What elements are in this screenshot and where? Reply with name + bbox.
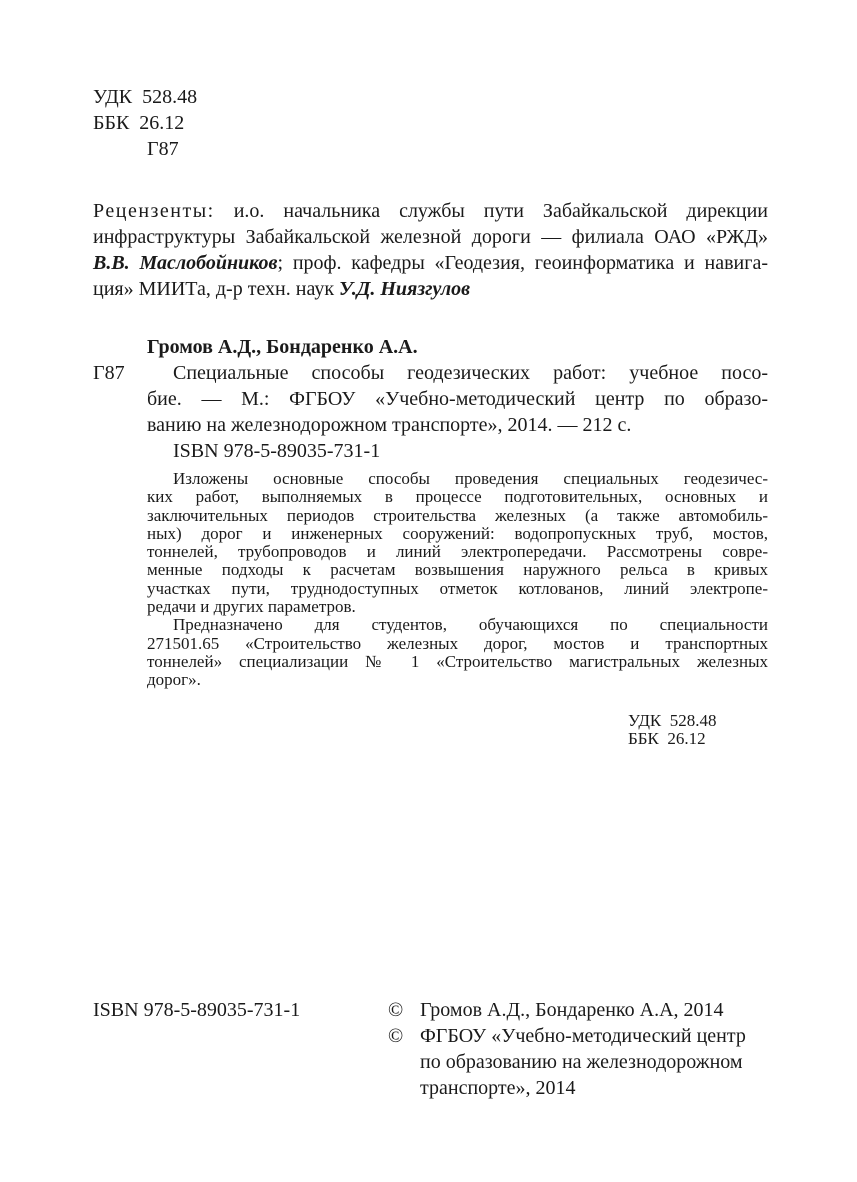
abstract-line: дорог». — [147, 670, 201, 690]
copyright-icon: © — [388, 999, 404, 1021]
author-sign: Г87 — [147, 138, 179, 160]
copyright-text: ФГБОУ «Учебно-методический центр — [420, 1025, 746, 1047]
abstract-line: тоннелей, трубопроводов и линий электропередачи. Рассмотрены совре- — [147, 542, 768, 562]
entry-line: ванию на железнодорожном транспорте», 2014. — 212 с. — [147, 414, 632, 436]
reviewers-line: ция» МИИТа, д-р техн. наук — [93, 278, 340, 300]
reviewer-name: В.В. Маслобойников — [93, 252, 278, 274]
entry-authors: Громов А.Д., Бондаренко А.А. — [147, 336, 418, 358]
abstract — [147, 470, 768, 690]
entry-isbn: ISBN 978-5-89035-731-1 — [173, 440, 381, 462]
copyright-icon: © — [388, 1025, 404, 1047]
abstract-codes — [628, 712, 717, 749]
abstract-line: Предназначено для студентов, обучающихся по специальности — [173, 615, 768, 635]
copyright-block — [388, 997, 746, 1101]
udk-code: УДК 528.48 — [628, 711, 717, 730]
abstract-line: Изложены основные способы проведения специальных геодезичес- — [173, 469, 768, 488]
udk-code: УДК 528.48 — [93, 86, 198, 108]
bbk-code: ББК 26.12 — [628, 729, 706, 749]
abstract-line: участках пути, труднодоступных отметок котлованов, линий электропе- — [147, 578, 768, 598]
top-classification-codes — [93, 84, 197, 162]
reviewers-line: инфраструктуры Забайкальской железной дороги — филиала ОАО «РЖД» — [93, 226, 768, 248]
copyright-text: Громов А.Д., Бондаренко А.А, 2014 — [420, 999, 724, 1021]
bbk-code: ББК 26.12 — [93, 112, 185, 134]
abstract-line: 271501.65 «Строительство железных дорог, мостов и транспортных — [147, 633, 768, 653]
entry-line: бие. — М.: ФГБОУ «Учебно-методический центр по образо- — [147, 388, 768, 410]
abstract-line: редачи и других параметров. — [147, 597, 356, 617]
bibliographic-entry — [93, 334, 768, 464]
reviewer-name: У.Д. Ниязгулов — [339, 278, 471, 300]
abstract-line: менные подходы к расчетам возвышения наружного рельса в кривых — [147, 560, 768, 580]
entry-line: Специальные способы геодезических работ: учебное посо- — [173, 362, 768, 384]
abstract-line: тоннелей» специализации № 1 «Строительство магистральных железных — [147, 651, 768, 671]
abstract-line: заключительных периодов строительства железных (а также автомобиль- — [147, 505, 768, 525]
reviewers-label: Рецензенты: — [93, 200, 215, 222]
reviewers-block — [93, 198, 768, 302]
copyright-text: по образованию на железнодорожном — [420, 1051, 743, 1073]
abstract-line: ных) дорог и инженерных сооружений: водопропускных труб, мостов, — [147, 523, 768, 543]
reviewers-line: ; проф. кафедры «Геодезия, геоинформатика и навига- — [277, 252, 768, 274]
footer-isbn: ISBN 978-5-89035-731-1 — [93, 999, 301, 1021]
abstract-line: ких работ, выполняемых в процессе подготовительных, основных и — [147, 487, 768, 507]
reviewers-line: и.о. начальника службы пути Забайкальской дирекции — [233, 200, 768, 222]
copyright-text: транспорте», 2014 — [420, 1077, 576, 1099]
entry-sign: Г87 — [93, 362, 125, 384]
